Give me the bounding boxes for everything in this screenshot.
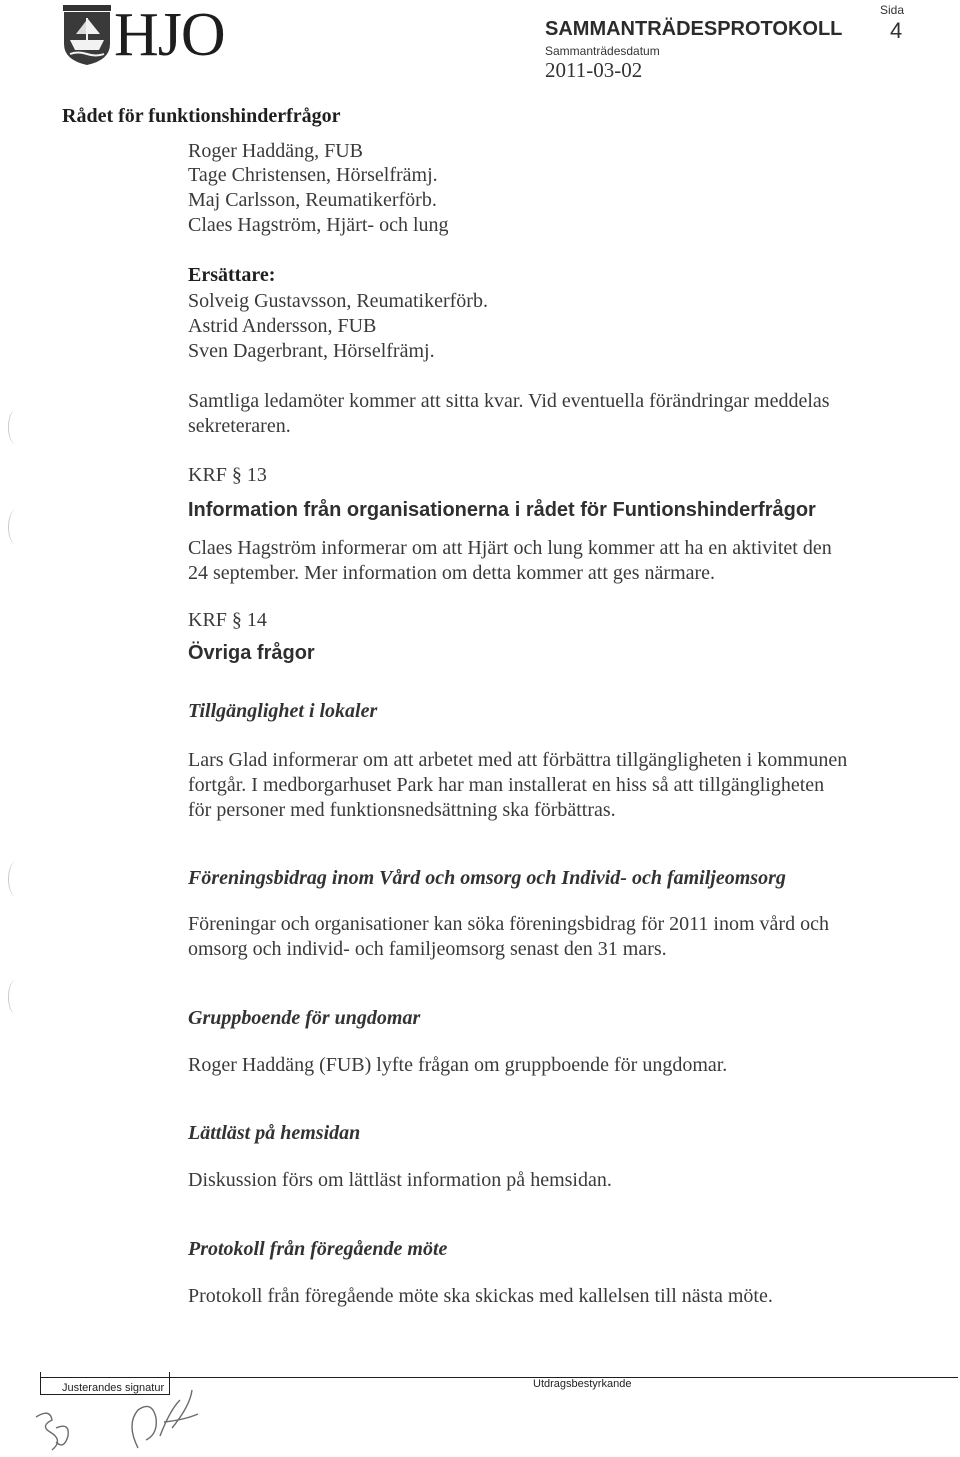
margin-mark bbox=[8, 980, 23, 1014]
margin-mark bbox=[8, 510, 23, 544]
topic-text-easy-read: Diskussion förs om lättläst information på hemsidan. bbox=[188, 1169, 612, 1191]
member-3: Maj Carlsson, Reumatikerförb. bbox=[188, 189, 437, 211]
members-note-line-1: Samtliga ledamöter kommer att sitta kvar. Vid eventuella förändringar meddelas bbox=[188, 390, 830, 412]
page-number: 4 bbox=[890, 18, 903, 43]
topic-heading-association-grants: Föreningsbidrag inom Vård och omsorg och Individ- och familjeomsorg bbox=[188, 867, 786, 889]
substitute-3: Sven Dagerbrant, Hörselfrämj. bbox=[188, 340, 435, 362]
substitute-2: Astrid Andersson, FUB bbox=[188, 315, 377, 337]
topic-heading-group-housing: Gruppboende för ungdomar bbox=[188, 1007, 421, 1029]
topic-text-group-housing: Roger Haddäng (FUB) lyfte frågan om gruppboende för ungdomar. bbox=[188, 1054, 728, 1076]
topic-text-previous-minutes: Protokoll från föregående möte ska skickas med kallelsen till nästa möte. bbox=[188, 1285, 773, 1307]
topic-heading-accessibility: Tillgänglighet i lokaler bbox=[188, 700, 378, 722]
margin-mark bbox=[8, 862, 23, 896]
topic-heading-previous-minutes: Protokoll från föregående möte bbox=[188, 1238, 448, 1260]
substitutes-heading: Ersättare: bbox=[188, 264, 276, 286]
topic-text-accessibility: Lars Glad informerar om att arbetet med att förbättra tillgängligheten i kommunen fortgår. I medborgarhuset Park har man installerat en hiss så att tillgängligheten för personer med funktionsnedsättning ska förbättras. bbox=[188, 749, 848, 821]
meeting-date-label: Sammanträdesdatum bbox=[545, 44, 660, 58]
meeting-date: 2011-03-02 bbox=[545, 58, 643, 82]
topic-text-association-grants: Föreningar och organisationer kan söka föreningsbidrag för 2011 inom vård och omsorg och individ- och familjeomsorg senast den 31 mars. bbox=[188, 913, 829, 960]
krf13-text: Claes Hagström informerar om att Hjärt och lung kommer att ha en aktivitet den 24 september. Mer information om detta kommer att ges närmare. bbox=[188, 537, 832, 584]
council-heading: Rådet för funktionshinderfrågor bbox=[62, 105, 341, 127]
document-title: SAMMANTRÄDESPROTOKOLL bbox=[545, 18, 843, 40]
krf14-number: KRF § 14 bbox=[188, 609, 267, 631]
members-note-line-2: sekreteraren. bbox=[188, 415, 291, 437]
page-label: Sida bbox=[880, 3, 905, 17]
logo-wordmark: HJO bbox=[114, 1, 225, 69]
topic-heading-easy-read: Lättläst på hemsidan bbox=[188, 1122, 361, 1144]
substitute-1: Solveig Gustavsson, Reumatikerförb. bbox=[188, 290, 488, 312]
signature-label: Justerandes signatur bbox=[62, 1382, 165, 1394]
hjo-crest-logo bbox=[62, 4, 112, 66]
krf13-title: Information från organisationerna i rådet för Funtionshinderfrågor bbox=[188, 499, 816, 521]
margin-mark bbox=[8, 410, 23, 444]
member-4: Claes Hagström, Hjärt- och lung bbox=[188, 214, 449, 236]
certification-label: Utdragsbestyrkande bbox=[533, 1378, 632, 1390]
handwritten-signature bbox=[30, 1370, 260, 1455]
member-2: Tage Christensen, Hörselfrämj. bbox=[188, 164, 438, 186]
krf13-number: KRF § 13 bbox=[188, 464, 267, 486]
member-1: Roger Haddäng, FUB bbox=[188, 140, 363, 162]
krf14-title: Övriga frågor bbox=[188, 642, 315, 664]
